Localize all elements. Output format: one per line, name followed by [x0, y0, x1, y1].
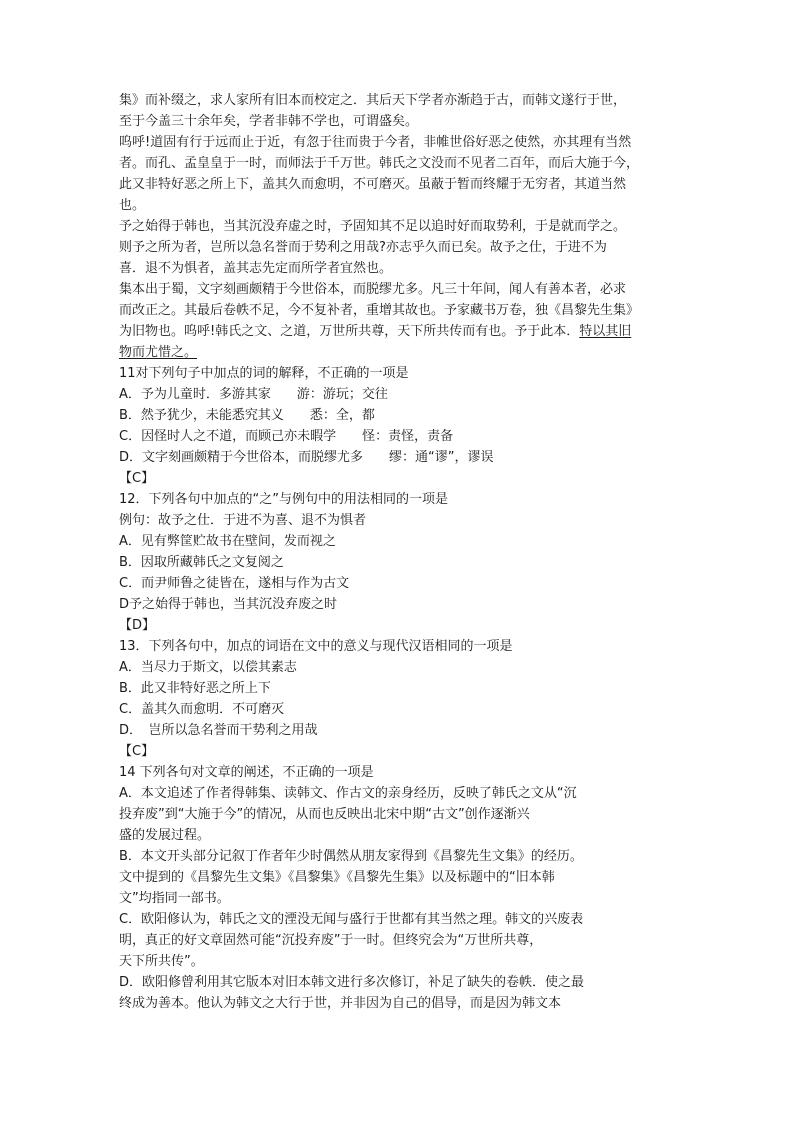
question-option: C．盖其久而愈明．不可磨灭 — [119, 702, 285, 717]
question-example: 例句：故予之仕．于进不为喜、退不为惧者 — [119, 513, 367, 528]
answer-label: 【D】 — [119, 618, 156, 633]
question-option-line: B．本文开头部分记叙丁作者年少时偶然从朋友家得到《昌黎先生文集》的经历。 — [119, 849, 583, 864]
passage-line — [119, 342, 691, 363]
question-option-line: A．本文追述了作者得韩集、读韩文、作古文的亲身经历，反映了韩氏之文从“沉 — [119, 786, 577, 801]
question-option: D．文字刻画颇精于今世俗本，而脱缪尤多 缪：通“谬”，谬误 — [119, 450, 494, 465]
answer-label: 【C】 — [119, 471, 155, 486]
passage-line: 予之始得于韩也，当其沉没弃虚之时，予固知其不足以追时好而取势利，于是就而学之。 — [119, 219, 627, 234]
question-option: D． 岂所以急名誉而干势利之用哉 — [119, 723, 318, 738]
question-option: A．当尽力于斯文，以偿其素志 — [119, 660, 297, 675]
passage-line: 则予之所为者，岂所以急名誉而于势利之用哉?亦志乎久而已矣。故予之仕，于进不为 — [119, 240, 607, 255]
question-option-line: C．欧阳修认为，韩氏之文的湮没无闻与盛行于世都有其当然之理。韩文的兴废表 — [119, 912, 584, 927]
question-option: B．然予犹少，未能悉究其义 悉：全，都 — [119, 408, 375, 423]
question-option-line: 投弃废”到“大施于今”的情况，从而也反映出北宋中期“古文”创作逐渐兴 — [119, 807, 530, 822]
question-option-line: 盛的发展过程。 — [119, 828, 211, 843]
question-option: C．而尹师鲁之徒皆在，遂相与作为古文 — [119, 576, 350, 591]
passage-line — [119, 321, 691, 342]
underlined-text: 物而尤惜之。 — [119, 345, 198, 360]
question-option: D予之始得于韩也，当其沉没弃废之时 — [119, 597, 338, 612]
question-option-line: 明，真正的好文章固然可能“沉投弃废”于一时。但终究会为“万世所共尊， — [119, 933, 543, 948]
question-stem: 13．下列各句中，加点的词语在文中的意义与现代汉语相同的一项是 — [119, 639, 513, 654]
question-option-line: 文中提到的《昌黎先生文集》《昌黎集》《昌黎先生集》以及标题中的“旧本韩 — [119, 870, 555, 885]
passage-line: 喜．退不为惧者，盖其志先定而所学者宜然也。 — [119, 261, 393, 276]
question-option-line: 文”均指同一部书。 — [119, 891, 230, 906]
passage-text: 为旧物也。呜呼!韩氏之文、之道，万世所共尊，天下所共传而有也。予于此本． — [119, 324, 580, 339]
question-option-line: 终成为善本。他认为韩文之大行于世，并非因为自己的倡导，而是因为韩文本 — [119, 996, 562, 1011]
question-stem: 12．下列各句中加点的“之”与例句中的用法相同的一项是 — [119, 492, 449, 507]
passage-line: 而改正之。其最后卷帙不足，今不复补者，重增其故也。予家藏书万卷，独《昌黎先生集》 — [119, 303, 640, 318]
passage-line: 呜呼!道固有行于远而止于近，有忽于往而贵于今者，非帷世俗好恶之使然，亦其理有当然 — [119, 135, 632, 150]
question-option-line: D．欧阳修曾利用其它版本对旧本韩文进行多次修订，补足了缺失的卷帙．使之最 — [119, 975, 585, 990]
passage-line: 此又非特好恶之所上下，盖其久而愈明，不可磨灭。虽蔽于暂而终耀于无穷者，其道当然 — [119, 177, 627, 192]
underlined-text: 特以其旧 — [579, 324, 632, 339]
passage-line: 集》而补缀之，求人家所有旧本而校定之．其后天下学者亦渐趋于古，而韩文遂行于世， — [119, 93, 627, 108]
document-body — [119, 90, 691, 1014]
passage-line: 也。 — [119, 198, 146, 213]
passage-line: 至于今盖三十余年矣，学者非韩不学也，可谓盛矣。 — [119, 114, 419, 129]
question-option: B．此又非特好恶之所上下 — [119, 681, 271, 696]
question-stem: 14 下列各句对文章的阐述，不正确的一项是 — [119, 765, 374, 780]
question-option-line: 天下所共传”。 — [119, 954, 204, 969]
passage-line: 者。而孔、孟皇皇于一时，而师法于千万世。韩氏之文没而不见者二百年，而后大施于今， — [119, 156, 640, 171]
question-option: A．见有弊筐贮故书在壁间，发而视之 — [119, 534, 336, 549]
question-option: A．予为儿童时．多游其家 游：游玩；交往 — [119, 387, 388, 402]
question-option: B．因取所藏韩氏之文复阅之 — [119, 555, 284, 570]
question-stem: 11对下列句子中加点的词的解释，不正确的一项是 — [119, 366, 409, 381]
answer-label: 【C】 — [119, 744, 155, 759]
passage-line: 集本出于蜀，文字刻画颇精于今世俗本，而脱缪尤多。凡三十年间，闻人有善本者，必求 — [119, 282, 627, 297]
question-option: C．因怪时人之不道，而顾己亦未暇学 怪：责怪，责备 — [119, 429, 454, 444]
